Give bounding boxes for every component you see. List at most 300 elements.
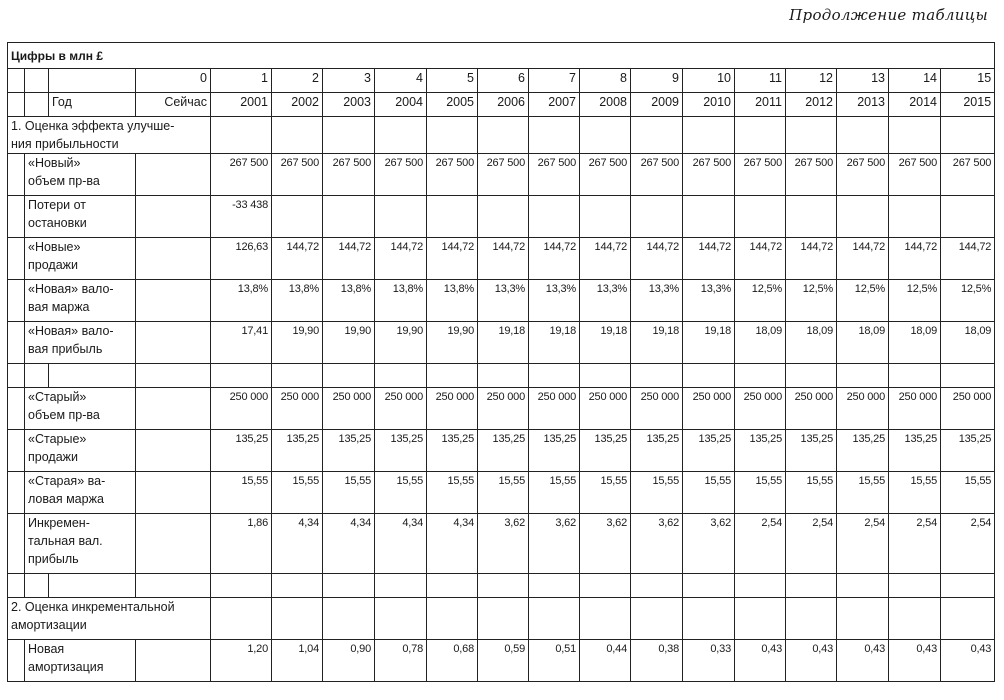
value-cell: 13,3% bbox=[631, 280, 683, 322]
table-row bbox=[8, 154, 995, 196]
value-cell: 13,3% bbox=[683, 280, 735, 322]
value-cell: 4,34 bbox=[323, 514, 375, 574]
empty-cell bbox=[889, 598, 941, 640]
period-header: 12 bbox=[786, 69, 837, 93]
value-cell: 13,8% bbox=[375, 280, 427, 322]
period-header: 3 bbox=[323, 69, 375, 93]
value-cell: 135,25 bbox=[211, 430, 272, 472]
value-cell: 144,72 bbox=[323, 238, 375, 280]
empty-cell bbox=[25, 364, 49, 388]
value-cell: 267 500 bbox=[529, 154, 580, 196]
value-cell: 15,55 bbox=[837, 472, 889, 514]
empty-cell bbox=[323, 598, 375, 640]
table-row bbox=[8, 640, 995, 682]
value-cell: 144,72 bbox=[272, 238, 323, 280]
continued-label: Продолжение таблицы bbox=[789, 6, 988, 24]
empty-cell bbox=[837, 117, 889, 154]
value-cell: 135,25 bbox=[941, 430, 995, 472]
empty-cell bbox=[683, 117, 735, 154]
empty-cell bbox=[427, 574, 478, 598]
value-cell: 15,55 bbox=[427, 472, 478, 514]
indent-cell bbox=[8, 154, 25, 196]
caption-row bbox=[8, 43, 995, 69]
value-cell: 12,5% bbox=[786, 280, 837, 322]
value-cell: 3,62 bbox=[478, 514, 529, 574]
empty-cell bbox=[735, 574, 786, 598]
empty-cell bbox=[211, 598, 272, 640]
value-cell: 2,54 bbox=[786, 514, 837, 574]
empty-cell bbox=[136, 574, 211, 598]
value-cell: 3,62 bbox=[631, 514, 683, 574]
value-cell bbox=[529, 196, 580, 238]
value-cell bbox=[272, 196, 323, 238]
value-cell: 15,55 bbox=[786, 472, 837, 514]
empty-cell bbox=[49, 364, 136, 388]
value-cell: 144,72 bbox=[478, 238, 529, 280]
year-header: 2007 bbox=[529, 93, 580, 117]
indent-cell bbox=[8, 196, 25, 238]
empty-cell bbox=[941, 574, 995, 598]
empty-cell bbox=[889, 117, 941, 154]
indent-cell bbox=[8, 238, 25, 280]
value-cell: 144,72 bbox=[529, 238, 580, 280]
empty-cell bbox=[323, 574, 375, 598]
value-cell: 15,55 bbox=[889, 472, 941, 514]
empty-cell bbox=[837, 364, 889, 388]
year-header: 2010 bbox=[683, 93, 735, 117]
value-cell: 2,54 bbox=[735, 514, 786, 574]
empty-cell bbox=[889, 574, 941, 598]
indent-cell bbox=[8, 430, 25, 472]
value-cell bbox=[837, 196, 889, 238]
table-row bbox=[8, 430, 995, 472]
value-cell: 0,90 bbox=[323, 640, 375, 682]
value-cell: 15,55 bbox=[211, 472, 272, 514]
row-label: Инкремен- тальная вал. прибыль bbox=[25, 514, 136, 574]
value-cell: 267 500 bbox=[323, 154, 375, 196]
value-cell: 1,20 bbox=[211, 640, 272, 682]
empty-cell bbox=[683, 364, 735, 388]
value-cell: 135,25 bbox=[478, 430, 529, 472]
value-cell: 13,3% bbox=[478, 280, 529, 322]
value-cell: 250 000 bbox=[837, 388, 889, 430]
value-cell: 19,90 bbox=[375, 322, 427, 364]
value-cell: 267 500 bbox=[631, 154, 683, 196]
period-header: 13 bbox=[837, 69, 889, 93]
value-cell: 267 500 bbox=[580, 154, 631, 196]
value-cell: 144,72 bbox=[580, 238, 631, 280]
empty-cell bbox=[735, 598, 786, 640]
value-cell: 135,25 bbox=[580, 430, 631, 472]
empty-cell bbox=[529, 117, 580, 154]
empty-cell bbox=[837, 574, 889, 598]
value-cell: 144,72 bbox=[786, 238, 837, 280]
empty-cell bbox=[272, 574, 323, 598]
value-cell: 267 500 bbox=[211, 154, 272, 196]
empty-cell bbox=[136, 238, 211, 280]
value-cell: 126,63 bbox=[211, 238, 272, 280]
empty-cell bbox=[375, 117, 427, 154]
empty-cell bbox=[136, 640, 211, 682]
empty-cell bbox=[8, 69, 25, 93]
value-cell bbox=[631, 196, 683, 238]
empty-cell bbox=[211, 364, 272, 388]
value-cell bbox=[580, 196, 631, 238]
table-row bbox=[8, 322, 995, 364]
indent-cell bbox=[8, 322, 25, 364]
empty-cell bbox=[941, 117, 995, 154]
value-cell: 15,55 bbox=[683, 472, 735, 514]
empty-cell bbox=[631, 574, 683, 598]
value-cell: 135,25 bbox=[427, 430, 478, 472]
empty-cell bbox=[529, 364, 580, 388]
value-cell: 4,34 bbox=[427, 514, 478, 574]
table-row bbox=[8, 388, 995, 430]
period-header: 7 bbox=[529, 69, 580, 93]
value-cell: 19,90 bbox=[427, 322, 478, 364]
value-cell: 267 500 bbox=[375, 154, 427, 196]
value-cell: 3,62 bbox=[529, 514, 580, 574]
row-label: «Старая» ва- ловая маржа bbox=[25, 472, 136, 514]
value-cell: 144,72 bbox=[631, 238, 683, 280]
year-header: 2011 bbox=[735, 93, 786, 117]
value-cell: 0,38 bbox=[631, 640, 683, 682]
value-cell bbox=[323, 196, 375, 238]
empty-cell bbox=[427, 117, 478, 154]
value-cell: 0,43 bbox=[889, 640, 941, 682]
row-label: Потери от остановки bbox=[25, 196, 136, 238]
value-cell: 19,90 bbox=[272, 322, 323, 364]
empty-cell bbox=[735, 364, 786, 388]
value-cell bbox=[889, 196, 941, 238]
value-cell: 250 000 bbox=[478, 388, 529, 430]
table-row bbox=[8, 238, 995, 280]
year-header: 2001 bbox=[211, 93, 272, 117]
value-cell: 13,8% bbox=[323, 280, 375, 322]
empty-cell bbox=[272, 117, 323, 154]
empty-cell bbox=[323, 117, 375, 154]
value-cell: 15,55 bbox=[478, 472, 529, 514]
indent-cell bbox=[8, 280, 25, 322]
period-header: 6 bbox=[478, 69, 529, 93]
table-row bbox=[8, 280, 995, 322]
period-header: 14 bbox=[889, 69, 941, 93]
empty-cell bbox=[25, 574, 49, 598]
empty-cell bbox=[683, 598, 735, 640]
empty-cell bbox=[786, 598, 837, 640]
value-cell: 18,09 bbox=[941, 322, 995, 364]
financial-table bbox=[7, 42, 995, 682]
value-cell: 144,72 bbox=[889, 238, 941, 280]
value-cell: 144,72 bbox=[735, 238, 786, 280]
table-caption: Цифры в млн £ bbox=[8, 43, 995, 69]
value-cell: 13,3% bbox=[529, 280, 580, 322]
empty-cell bbox=[136, 322, 211, 364]
value-cell: 18,09 bbox=[837, 322, 889, 364]
value-cell: 3,62 bbox=[580, 514, 631, 574]
value-cell: 4,34 bbox=[375, 514, 427, 574]
empty-cell bbox=[211, 117, 272, 154]
empty-cell bbox=[478, 117, 529, 154]
value-cell: 12,5% bbox=[941, 280, 995, 322]
value-cell bbox=[683, 196, 735, 238]
year-header: 2002 bbox=[272, 93, 323, 117]
empty-cell bbox=[272, 364, 323, 388]
value-cell: 135,25 bbox=[375, 430, 427, 472]
empty-cell bbox=[136, 364, 211, 388]
value-cell: 15,55 bbox=[941, 472, 995, 514]
value-cell: 135,25 bbox=[786, 430, 837, 472]
value-cell: 135,25 bbox=[683, 430, 735, 472]
empty-cell bbox=[889, 364, 941, 388]
row-label: «Старые» продажи bbox=[25, 430, 136, 472]
value-cell: 250 000 bbox=[529, 388, 580, 430]
value-cell: 0,43 bbox=[735, 640, 786, 682]
empty-cell bbox=[136, 430, 211, 472]
year-header: 2012 bbox=[786, 93, 837, 117]
value-cell: 135,25 bbox=[889, 430, 941, 472]
period-header: 15 bbox=[941, 69, 995, 93]
spacer-row bbox=[8, 364, 995, 388]
value-cell bbox=[735, 196, 786, 238]
table-row bbox=[8, 472, 995, 514]
value-cell bbox=[786, 196, 837, 238]
value-cell: 144,72 bbox=[837, 238, 889, 280]
value-cell: 0,51 bbox=[529, 640, 580, 682]
year-header: 2015 bbox=[941, 93, 995, 117]
empty-cell bbox=[136, 514, 211, 574]
empty-cell bbox=[375, 364, 427, 388]
value-cell: 135,25 bbox=[529, 430, 580, 472]
section-label: 2. Оценка инкрементальной амортизации bbox=[8, 598, 211, 640]
empty-cell bbox=[136, 388, 211, 430]
indent-cell bbox=[8, 472, 25, 514]
period-header: 2 bbox=[272, 69, 323, 93]
value-cell: 12,5% bbox=[889, 280, 941, 322]
empty-cell bbox=[49, 574, 136, 598]
value-cell: 267 500 bbox=[272, 154, 323, 196]
row-label: «Новые» продажи bbox=[25, 238, 136, 280]
empty-cell bbox=[136, 196, 211, 238]
value-cell: 267 500 bbox=[735, 154, 786, 196]
year-header: 2014 bbox=[889, 93, 941, 117]
empty-cell bbox=[478, 598, 529, 640]
period-header: 8 bbox=[580, 69, 631, 93]
empty-cell bbox=[941, 364, 995, 388]
empty-cell bbox=[580, 574, 631, 598]
row-label: «Новый» объем пр-ва bbox=[25, 154, 136, 196]
year-header: 2006 bbox=[478, 93, 529, 117]
value-cell: -33 438 bbox=[211, 196, 272, 238]
value-cell: 267 500 bbox=[427, 154, 478, 196]
period-row bbox=[8, 69, 995, 93]
value-cell: 12,5% bbox=[735, 280, 786, 322]
empty-cell bbox=[683, 574, 735, 598]
value-cell: 15,55 bbox=[735, 472, 786, 514]
spacer-row bbox=[8, 574, 995, 598]
value-cell: 250 000 bbox=[683, 388, 735, 430]
year-header: 2009 bbox=[631, 93, 683, 117]
value-cell: 135,25 bbox=[837, 430, 889, 472]
value-cell: 0,59 bbox=[478, 640, 529, 682]
value-cell: 17,41 bbox=[211, 322, 272, 364]
value-cell: 144,72 bbox=[375, 238, 427, 280]
empty-cell bbox=[272, 598, 323, 640]
empty-cell bbox=[735, 117, 786, 154]
empty-cell bbox=[8, 364, 25, 388]
period-header: 1 bbox=[211, 69, 272, 93]
empty-cell bbox=[8, 93, 25, 117]
year-header: 2005 bbox=[427, 93, 478, 117]
empty-cell bbox=[25, 69, 49, 93]
value-cell: 15,55 bbox=[323, 472, 375, 514]
table-row bbox=[8, 196, 995, 238]
year-header: 2004 bbox=[375, 93, 427, 117]
empty-cell bbox=[427, 598, 478, 640]
value-cell: 19,18 bbox=[631, 322, 683, 364]
indent-cell bbox=[8, 388, 25, 430]
value-cell: 13,8% bbox=[272, 280, 323, 322]
value-cell: 0,68 bbox=[427, 640, 478, 682]
value-cell: 267 500 bbox=[941, 154, 995, 196]
value-cell: 250 000 bbox=[323, 388, 375, 430]
empty-cell bbox=[631, 364, 683, 388]
empty-cell bbox=[786, 117, 837, 154]
value-cell: 2,54 bbox=[837, 514, 889, 574]
value-cell: 267 500 bbox=[889, 154, 941, 196]
value-cell: 15,55 bbox=[272, 472, 323, 514]
empty-cell bbox=[580, 364, 631, 388]
year-row bbox=[8, 93, 995, 117]
value-cell: 0,33 bbox=[683, 640, 735, 682]
empty-cell bbox=[580, 117, 631, 154]
row-label: Новая амортизация bbox=[25, 640, 136, 682]
value-cell: 250 000 bbox=[786, 388, 837, 430]
value-cell: 19,18 bbox=[529, 322, 580, 364]
value-cell: 250 000 bbox=[580, 388, 631, 430]
value-cell: 135,25 bbox=[272, 430, 323, 472]
row-label: «Новая» вало- вая маржа bbox=[25, 280, 136, 322]
value-cell: 250 000 bbox=[889, 388, 941, 430]
value-cell: 144,72 bbox=[427, 238, 478, 280]
table-row bbox=[8, 514, 995, 574]
value-cell: 13,8% bbox=[211, 280, 272, 322]
year-header: 2013 bbox=[837, 93, 889, 117]
value-cell: 4,34 bbox=[272, 514, 323, 574]
value-cell: 135,25 bbox=[631, 430, 683, 472]
value-cell: 267 500 bbox=[837, 154, 889, 196]
value-cell: 250 000 bbox=[427, 388, 478, 430]
value-cell: 250 000 bbox=[375, 388, 427, 430]
empty-cell bbox=[786, 574, 837, 598]
value-cell: 2,54 bbox=[889, 514, 941, 574]
value-cell: 18,09 bbox=[786, 322, 837, 364]
empty-cell bbox=[375, 598, 427, 640]
section-row bbox=[8, 117, 995, 154]
value-cell: 3,62 bbox=[683, 514, 735, 574]
value-cell: 0,44 bbox=[580, 640, 631, 682]
empty-cell bbox=[941, 598, 995, 640]
empty-cell bbox=[478, 574, 529, 598]
indent-cell bbox=[8, 514, 25, 574]
period-header: 0 bbox=[136, 69, 211, 93]
value-cell: 12,5% bbox=[837, 280, 889, 322]
empty-cell bbox=[529, 598, 580, 640]
value-cell: 267 500 bbox=[683, 154, 735, 196]
empty-cell bbox=[211, 574, 272, 598]
empty-cell bbox=[580, 598, 631, 640]
empty-cell bbox=[529, 574, 580, 598]
empty-cell bbox=[25, 93, 49, 117]
value-cell: 0,78 bbox=[375, 640, 427, 682]
value-cell: 267 500 bbox=[786, 154, 837, 196]
value-cell: 15,55 bbox=[580, 472, 631, 514]
empty-cell bbox=[136, 472, 211, 514]
period-header: 11 bbox=[735, 69, 786, 93]
value-cell: 1,04 bbox=[272, 640, 323, 682]
empty-cell bbox=[478, 364, 529, 388]
period-header: 4 bbox=[375, 69, 427, 93]
row-label: «Старый» объем пр-ва bbox=[25, 388, 136, 430]
value-cell bbox=[427, 196, 478, 238]
now-label: Сейчас bbox=[136, 93, 211, 117]
value-cell: 144,72 bbox=[941, 238, 995, 280]
empty-cell bbox=[136, 154, 211, 196]
period-header: 10 bbox=[683, 69, 735, 93]
empty-cell bbox=[786, 364, 837, 388]
value-cell: 0,43 bbox=[786, 640, 837, 682]
value-cell: 19,90 bbox=[323, 322, 375, 364]
value-cell: 13,8% bbox=[427, 280, 478, 322]
year-header: 2008 bbox=[580, 93, 631, 117]
year-header: 2003 bbox=[323, 93, 375, 117]
value-cell: 0,43 bbox=[941, 640, 995, 682]
empty-cell bbox=[49, 69, 136, 93]
value-cell: 2,54 bbox=[941, 514, 995, 574]
value-cell: 1,86 bbox=[211, 514, 272, 574]
value-cell: 15,55 bbox=[529, 472, 580, 514]
value-cell: 135,25 bbox=[735, 430, 786, 472]
value-cell: 250 000 bbox=[735, 388, 786, 430]
value-cell: 13,3% bbox=[580, 280, 631, 322]
value-cell: 15,55 bbox=[631, 472, 683, 514]
empty-cell bbox=[375, 574, 427, 598]
value-cell bbox=[478, 196, 529, 238]
value-cell: 250 000 bbox=[211, 388, 272, 430]
empty-cell bbox=[323, 364, 375, 388]
empty-cell bbox=[631, 117, 683, 154]
period-header: 5 bbox=[427, 69, 478, 93]
value-cell: 19,18 bbox=[683, 322, 735, 364]
value-cell bbox=[375, 196, 427, 238]
value-cell: 15,55 bbox=[375, 472, 427, 514]
indent-cell bbox=[8, 640, 25, 682]
value-cell: 19,18 bbox=[580, 322, 631, 364]
empty-cell bbox=[427, 364, 478, 388]
empty-cell bbox=[837, 598, 889, 640]
empty-cell bbox=[136, 280, 211, 322]
value-cell: 18,09 bbox=[889, 322, 941, 364]
value-cell: 0,43 bbox=[837, 640, 889, 682]
section-row bbox=[8, 598, 995, 640]
value-cell: 135,25 bbox=[323, 430, 375, 472]
value-cell bbox=[941, 196, 995, 238]
value-cell: 144,72 bbox=[683, 238, 735, 280]
value-cell: 19,18 bbox=[478, 322, 529, 364]
value-cell: 250 000 bbox=[941, 388, 995, 430]
year-label: Год bbox=[49, 93, 136, 117]
value-cell: 250 000 bbox=[631, 388, 683, 430]
